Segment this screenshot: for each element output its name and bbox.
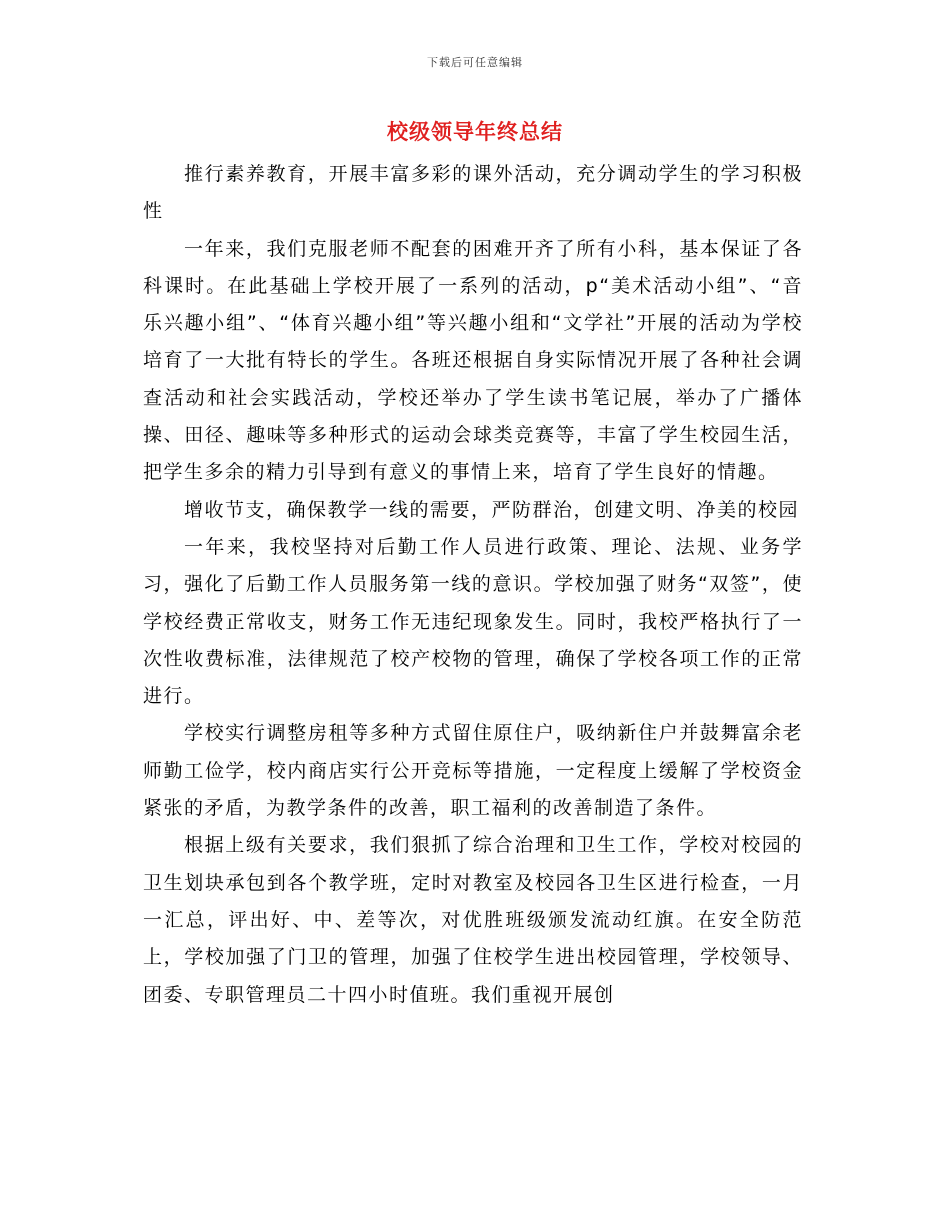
paragraph: 根据上级有关要求，我们狠抓了综合治理和卫生工作，学校对校园的卫生划块承包到各个教学班，定时对教室及校园各卫生区进行检查，一月一汇总，评出好、中、差等次，对优胜班级颁发流动红旗。在安全防范上，学校加强了门卫的管理，加强了住校学生进出校园管理，学校领导、团委、专职管理员二十四小时值班。我们重视开展创 <box>143 834 803 1006</box>
paragraph: 增收节支，确保教学一线的需要，严防群治，创建文明、净美的校园 <box>184 498 800 521</box>
document-title: 校级领导年终总结 <box>387 120 563 144</box>
header-note: 下载后可任意编辑 <box>427 56 523 69</box>
paragraph: 学校实行调整房租等多种方式留住原住户，吸纳新住户并鼓舞富余老师勤工俭学，校内商店实行公开竞标等措施，一定程度上缓解了学校资金紧张的矛盾，为教学条件的改善，职工福利的改善制造了条件。 <box>143 722 803 820</box>
document-body <box>143 156 803 1014</box>
paragraph: 一年来，我们克服老师不配套的困难开齐了所有小科，基本保证了各科课时。在此基础上学校开展了一系列的活动，p“美术活动小组”、“音乐兴趣小组”、“体育兴趣小组”等兴趣小组和“文学社”开展的活动为学校培育了一大批有特长的学生。各班还根据自身实际情况开展了各种社会调查活动和社会实践活动，学校还举办了学生读书笔记展，举办了广播体操、田径、趣味等多种形式的运动会球类竞赛等，丰富了学生校园生活，把学生多余的精力引导到有意义的事情上来，培育了学生良好的情趣。 <box>143 237 803 484</box>
paragraph: 推行素养教育，开展丰富多彩的课外活动，充分调动学生的学习积极性 <box>143 163 803 223</box>
paragraph: 一年来，我校坚持对后勤工作人员进行政策、理论、法规、业务学习，强化了后勤工作人员服务第一线的意识。学校加强了财务“双签”，使学校经费正常收支，财务工作无违纪现象发生。同时，我校严格执行了一次性收费标准，法律规范了校产校物的管理，确保了学校各项工作的正常进行。 <box>143 535 803 708</box>
